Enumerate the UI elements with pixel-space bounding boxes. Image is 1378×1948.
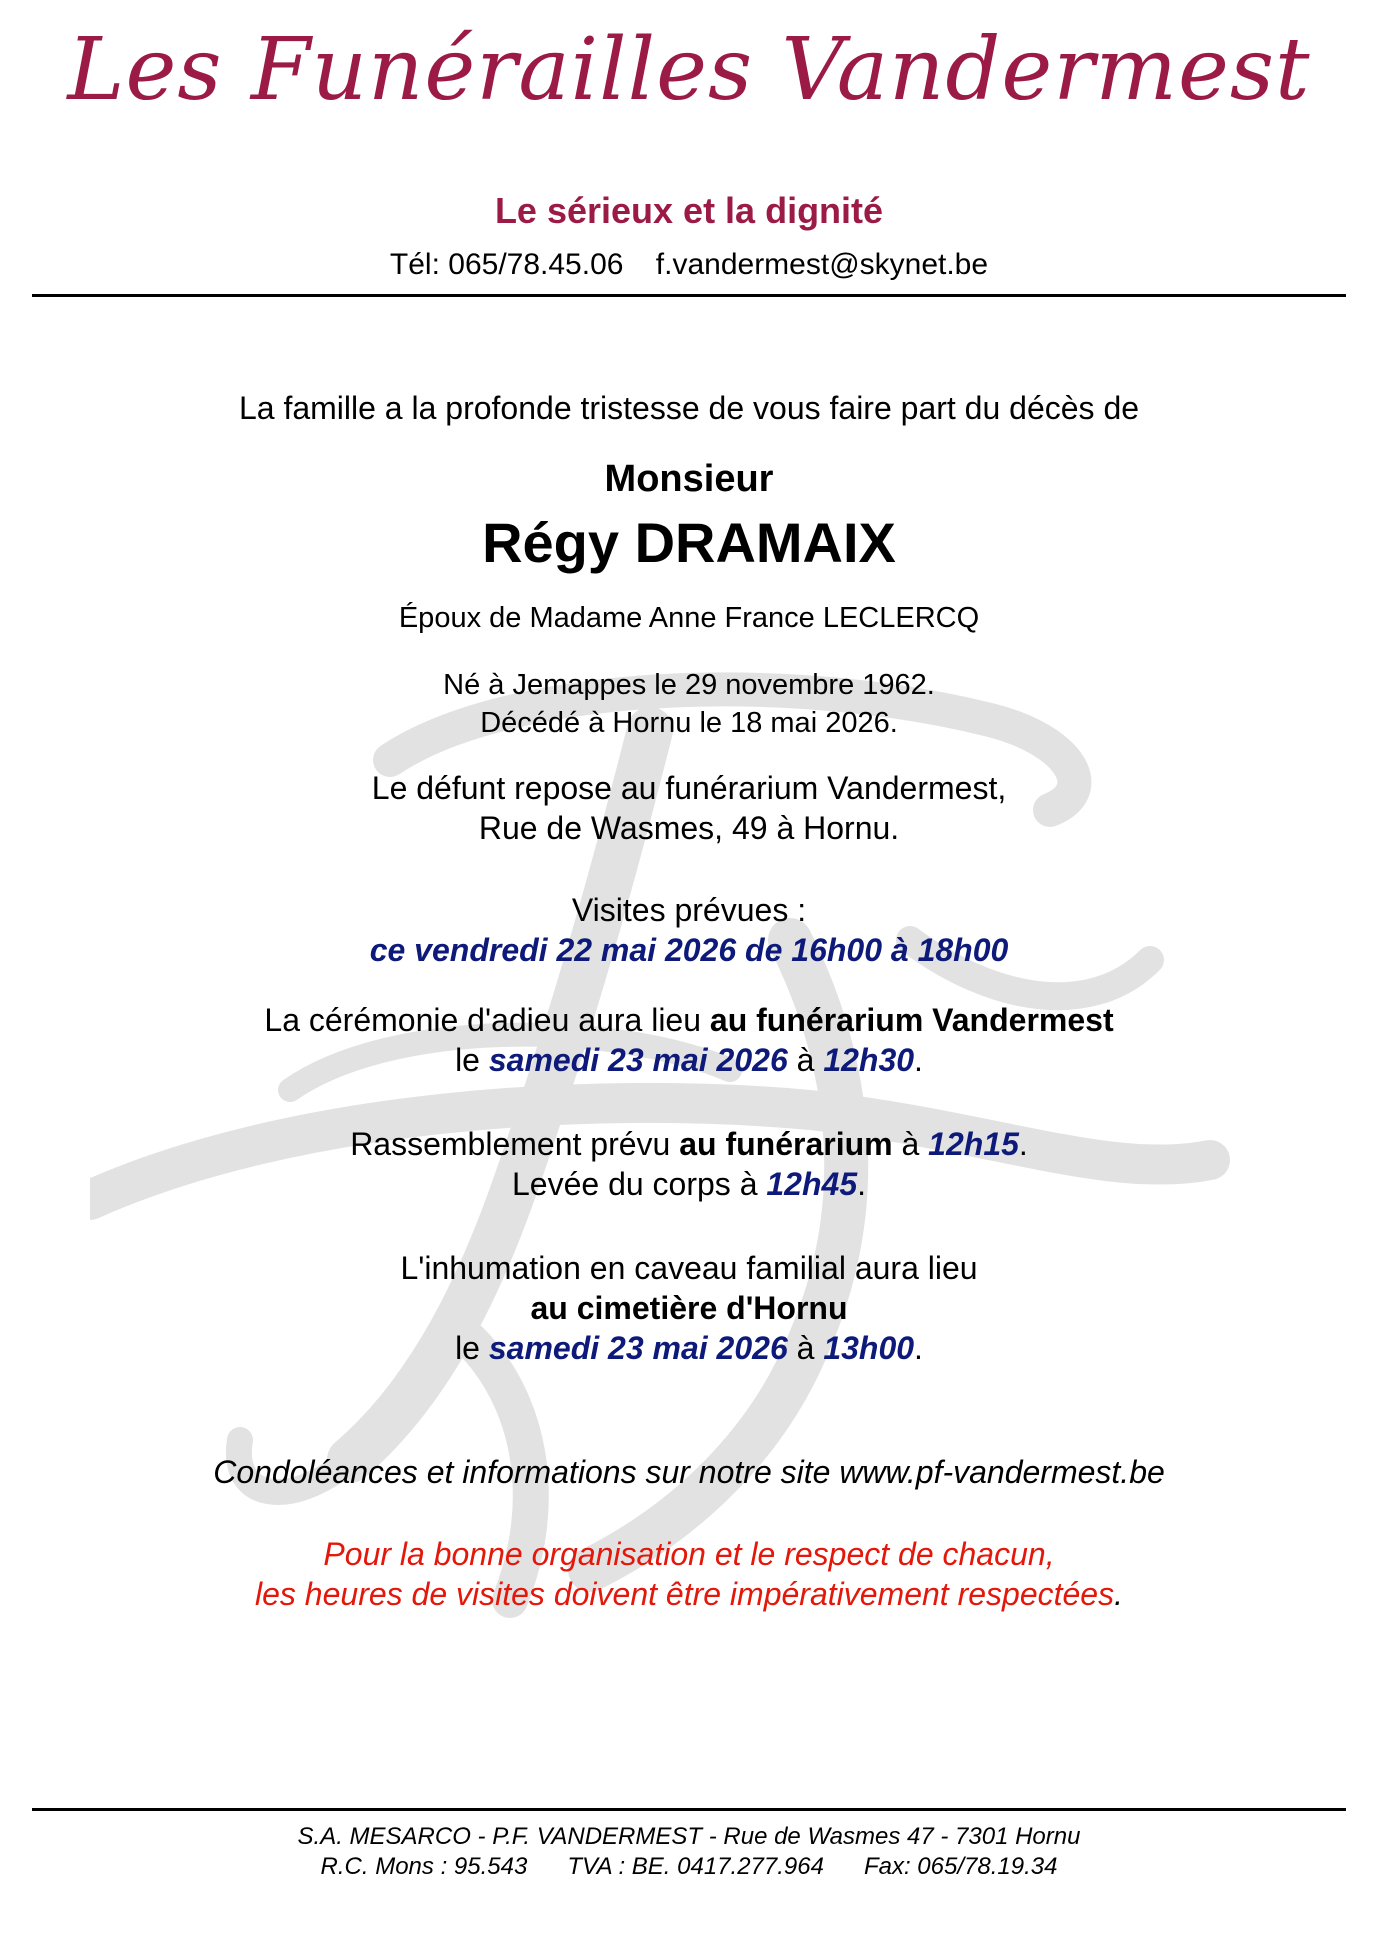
ceremony-date: samedi 23 mai 2026 — [488, 1042, 788, 1078]
repose-line-2: Rue de Wasmes, 49 à Hornu. — [478, 810, 900, 846]
phone-number: Tél: 065/78.45.06 — [389, 248, 624, 281]
ceremony-line-1: La cérémonie d'adieu aura lieu au funérarium Vandermest — [264, 1002, 1114, 1038]
visits-time: ce vendredi 22 mai 2026 de 16h00 à 18h00 — [369, 932, 1009, 968]
gathering-block — [0, 1124, 1378, 1204]
gathering-time: 12h15 — [928, 1126, 1019, 1162]
burial-date: samedi 23 mai 2026 — [488, 1330, 788, 1366]
company-tagline: Le sérieux et la dignité — [494, 190, 884, 231]
ceremony-time: 12h30 — [823, 1042, 915, 1078]
footer-registration — [0, 1852, 1378, 1882]
burial-line-3: le samedi 23 mai 2026 à 13h00. — [455, 1330, 923, 1366]
birth-line: Né à Jemappes le 29 novembre 1962. — [443, 669, 935, 701]
death-line: Décédé à Hornu le 18 mai 2026. — [480, 707, 898, 739]
footer-divider — [32, 1808, 1346, 1811]
honorific: Monsieur — [604, 458, 774, 500]
ceremony-block — [0, 1000, 1378, 1080]
gathering-place: au funérarium — [679, 1126, 893, 1162]
birth-death-block — [0, 666, 1378, 742]
footer-rc: R.C. Mons : 95.543 — [320, 1853, 528, 1880]
visit-notice-line-2: les heures de visites doivent être impérativement respectées. — [255, 1576, 1123, 1612]
visits-label: Visites prévues : — [571, 892, 807, 928]
gathering-line: Rassemblement prévu au funérarium à 12h15. — [350, 1126, 1028, 1162]
levee-line: Levée du corps à 12h45. — [511, 1166, 866, 1202]
footer-fax: Fax: 065/78.19.34 — [863, 1853, 1058, 1880]
visits-block — [0, 890, 1378, 970]
spouse-line: Époux de Madame Anne France LECLERCQ — [398, 602, 980, 634]
company-footer — [0, 1822, 1378, 1882]
burial-time: 13h00 — [823, 1330, 915, 1366]
ceremony-line-2: le samedi 23 mai 2026 à 12h30. — [455, 1042, 923, 1078]
burial-line-1: L'inhumation en caveau familial aura lieu — [400, 1250, 978, 1286]
email-address[interactable]: f.vandermest@skynet.be — [655, 248, 989, 281]
repose-block — [0, 768, 1378, 848]
condolences-line[interactable]: Condoléances et informations sur notre site www.pf-vandermest.be — [213, 1454, 1165, 1490]
ceremony-place: au funérarium Vandermest — [709, 1002, 1114, 1038]
intro-text: La famille a la profonde tristesse de vous faire part du décès de — [238, 390, 1140, 426]
burial-place: au cimetière d'Hornu — [530, 1290, 848, 1326]
visit-notice — [0, 1534, 1378, 1614]
footer-address: S.A. MESARCO - P.F. VANDERMEST - Rue de Wasmes 47 - 7301 Hornu — [297, 1823, 1081, 1850]
contact-line — [0, 248, 1378, 282]
visit-notice-line-1: Pour la bonne organisation et le respect de chacun, — [323, 1536, 1055, 1572]
burial-block — [0, 1248, 1378, 1368]
deceased-name: Régy DRAMAIX — [482, 511, 896, 574]
header-divider — [32, 294, 1346, 297]
levee-time: 12h45 — [766, 1166, 858, 1202]
company-title: Les Funérailles Vandermest — [67, 20, 1311, 120]
footer-tva: TVA : BE. 0417.277.964 — [567, 1853, 824, 1880]
repose-line-1: Le défunt repose au funérarium Vandermest, — [371, 770, 1007, 806]
